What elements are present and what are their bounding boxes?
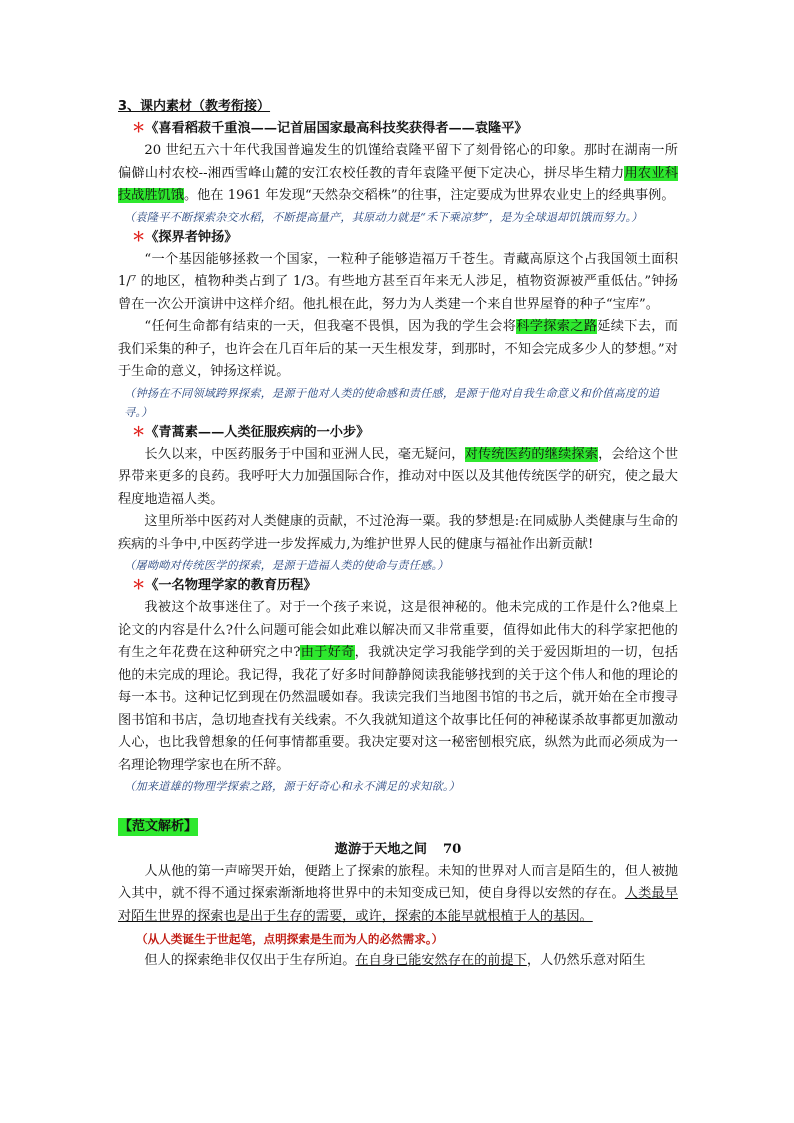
- material-title-artemisinin: ＊《青蒿素——人类征服疾病的一小步》: [132, 424, 370, 440]
- highlighted-text: 对传统医药的继续探索: [464, 446, 599, 462]
- essay-comment: （从人类诞生于世起笔，点明探索是生而为人的必然需求。）: [136, 932, 444, 946]
- underlined-text: 人类最早对陌生世界的探索也是出于生存的需要，或许，探索的本能早就根植于人的基因。: [118, 886, 679, 924]
- comment-note: （加来道雄的物理学探索之路，源于好奇心和永不满足的求知欲。）: [124, 780, 461, 793]
- highlighted-text: 由于好奇: [300, 645, 355, 660]
- paragraph: “任何生命都有结束的一天，但我毫不畏惧，因为我的学生会将科学探索之路延续下去，而我们采集的种子，也许会在几百年后的某一天生根发芽，到那时，不知会完成多少人的梦想。”对于生命的意义，钟扬这样说。: [118, 319, 678, 379]
- paragraph: 这里所举中医药对人类健康的贡献，不过沧海一粟。我的梦想是:在同威胁人类健康与生命的疾病的斗争中,中医药学进一步发挥威力,为维护世界人民的健康与福祉作出新贡献!: [118, 514, 678, 552]
- section-label: 【范文解析】: [119, 819, 198, 834]
- section-heading: 3、课内素材（教考衔接）: [118, 99, 271, 114]
- paragraph: 我被这个故事迷住了。对于一个孩子来说，这是很神秘的。他未完成的工作是什么?他桌上论文的内容是什么?什么问题可能会如此难以解决而又非常重要，值得如此伟大的科学家把他的有生之年花费在这种研究之中?由于好奇，我就决定学习我能学到的关于爱因斯坦的一切，包括他的未完成的理论。我记得，我花了好多时间静静阅读我能够找到的关于这个伟人和他的理论的每一本书。这种记忆到现在仍然温暖如春。我读完我们当地图书馆的书之后，就开始在全市搜寻图书馆和书店，急切地查找有关线索。不久我就知道这个故事比任何的神秘谋杀故事都更加激动人心，也比我曾想象的任何事情都重要。我决定要对这一秘密刨根究底，纵然为此而必须成为一名理论物理学家也在所不辞。: [118, 600, 679, 773]
- comment-note: （屠呦呦对传统医学的探索，是源于造福人类的使命与责任感。）: [124, 559, 449, 572]
- material-title-yuan-longping: ＊《喜看稻菽千重浪——记首届国家最高科技奖获得者——袁隆平》: [132, 121, 528, 136]
- document-page: [118, 96, 678, 973]
- essay-paragraph: 但人的探索绝非仅仅出于生存所迫。在自身已能安然存在的前提下，人仍然乐意对陌生: [144, 953, 646, 968]
- essay-score: 70: [442, 841, 462, 857]
- material-title-zhong-yang: ＊《探界者钟扬》: [132, 229, 238, 245]
- essay-title: 遨游于天地之间 70: [334, 841, 462, 857]
- paragraph: 20 世纪五六十年代我国普遍发生的饥馑给袁隆平留下了刻骨铭心的印象。那时在湖南一所偏僻山村农校--湘西雪峰山麓的安江农校任教的青年袁隆平便下定决心，拼尽毕生精力用农业科技战胜饥饿。他在 1961 年发现“天然杂交稻株”的往事，注定要成为世界农业史上的经典事例。: [118, 143, 678, 203]
- material-title-physicist: ＊《一名物理学家的教育历程》: [132, 578, 317, 593]
- comment-note: （钟扬在不同领域跨界探索，是源于他对人类的使命感和责任感，是源于他对自我生命意义和价值高度的追寻。）: [124, 386, 660, 419]
- paragraph: “一个基因能够拯救一个国家，一粒种子能够造福万千苍生。青藏高原这个占我国领土面积 1/⁷ 的地区，植物种类占到了 1/3。有些地方甚至百年来无人涉足，植物资源被严重低估。”钟扬曾在一次公开演讲中这样介绍。他扎根在此，努力为人类建一个来自世界屋脊的种子“宝库”。: [118, 251, 678, 312]
- underlined-text: 在自身已能安然存在的前提下: [355, 953, 527, 968]
- highlighted-text: 科学探索之路: [516, 319, 598, 334]
- comment-note: （袁隆平不断探索杂交水稻，不断提高量产，其原动力就是“禾下乘凉梦”，是为全球退却饥饿而努力。）: [124, 210, 643, 224]
- star-icon: ＊: [132, 229, 146, 245]
- star-icon: ＊: [132, 578, 146, 593]
- essay-paragraph: 人从他的第一声啼哭开始，便踏上了探索的旅程。未知的世界对人而言是陌生的，但人被抛入其中，就不得不通过探索渐渐地将世界中的未知变成已知，使自身得以安然的存在。人类最早对陌生世界的探索也是出于生存的需要，或许，探索的本能早就根植于人的基因。: [118, 863, 679, 924]
- paragraph: 长久以来，中医药服务于中国和亚洲人民，毫无疑问，对传统医药的继续探索，会给这个世界带来更多的良药。我呼吁大力加强国际合作，推动对中医以及其他传统医学的研究，使之最大程度地造福人类。: [118, 446, 679, 507]
- star-icon: ＊: [132, 424, 146, 440]
- highlighted-text: 用农业科技战胜饥饿: [118, 165, 678, 203]
- star-icon: ＊: [132, 121, 146, 136]
